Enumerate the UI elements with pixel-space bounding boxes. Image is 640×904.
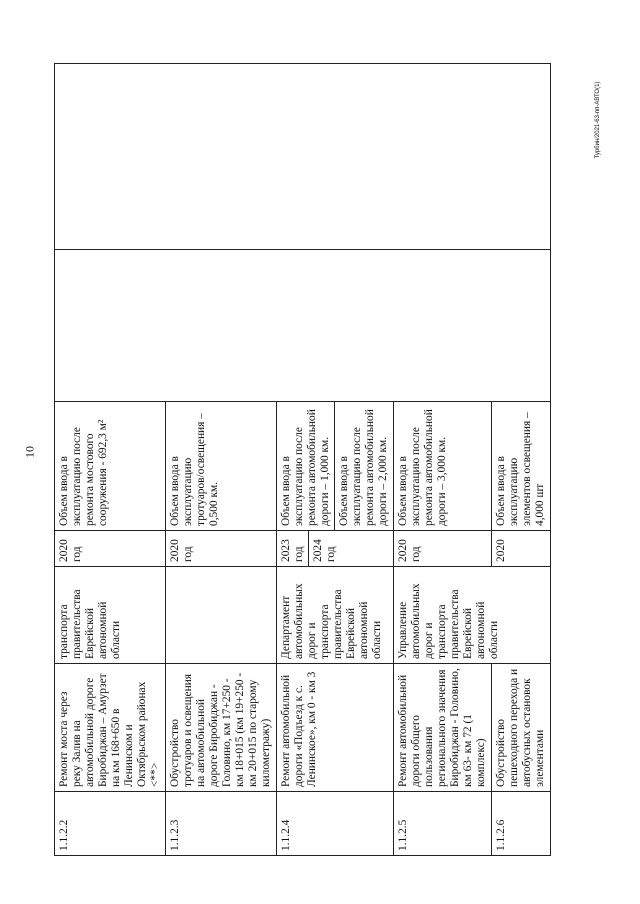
page-number: 10 bbox=[22, 446, 37, 458]
year-cell: 2020 год bbox=[394, 531, 492, 567]
measure-name-cell: Ремонт автомобильной дороги общего пользования регионального значения Биробиджан - Головино, км 63- км 72 (1 комплекс) bbox=[394, 664, 492, 792]
row-number-cell: 1.1.2.4 bbox=[277, 792, 394, 856]
year-cell: 2020 bbox=[492, 531, 551, 567]
row-number-cell: 1.1.2.2 bbox=[55, 792, 166, 856]
program-measures-table bbox=[54, 63, 551, 856]
executor-cell: Департамент автомобильных дорог и транспорта правительства Еврейской автономной области bbox=[277, 567, 394, 664]
year-cell bbox=[277, 531, 394, 567]
indicator-cell: Объем ввода в эксплуатацию после ремонта автомобильной дороги – 3,000 км. bbox=[394, 402, 492, 531]
indicator-cell: Объем ввода в эксплуатацию тротуаров/освещения – 0,500 км. bbox=[166, 402, 277, 531]
document-code-label: Турбин/2021-63-пп-АВТО(1) bbox=[595, 81, 601, 159]
year-value: 2023 год bbox=[280, 539, 305, 562]
measure-name-cell: Ремонт автомобильной дороги «Подъезд к с. Ленинское», км 0 - км 3 bbox=[277, 664, 394, 792]
indicator-value: Объем ввода в эксплуатацию после ремонта автомобильной дороги – 1,000 км. bbox=[280, 409, 331, 526]
row-number-cell: 1.1.2.5 bbox=[394, 792, 492, 856]
indicator-cell: Объем ввода в эксплуатацию элементов освещения – 4,000 шт bbox=[492, 402, 551, 531]
indicator-value-2: Объем ввода в эксплуатацию после ремонта автомобильной дороги – 2,000 км. bbox=[334, 402, 390, 530]
empty-cell bbox=[55, 64, 551, 250]
year-cell: 2020 год bbox=[166, 531, 277, 567]
table-viewport bbox=[54, 64, 546, 856]
executor-cell: Управление автомобильных дорог и транспорта правительства Еврейской автономной области bbox=[394, 567, 551, 664]
indicator-cell bbox=[277, 402, 394, 531]
empty-cell bbox=[55, 250, 551, 402]
rotated-page-content bbox=[54, 64, 546, 856]
indicator-cell: Объем ввода в эксплуатацию после ремонта мостового сооружения - 692,3 м² bbox=[55, 402, 166, 531]
executor-cell: транспорта правительства Еврейской автономной области bbox=[55, 567, 166, 664]
year-value-2: 2024 год bbox=[308, 531, 338, 566]
row-number-cell: 1.1.2.6 bbox=[492, 792, 551, 856]
measure-name-cell: Обустройство тротуаров и освещения на автомобильной дороге Биробиджан - Головино, км 17+250 - км 18+015 (км 19+250 - км 20+015 по старому километражу) bbox=[166, 664, 277, 792]
row-number-cell: 1.1.2.3 bbox=[166, 792, 277, 856]
executor-cell bbox=[166, 567, 277, 664]
measure-name-cell: Ремонт моста через реку Залив на автомобильной дороге Биробиджан – Амурзет на км 168+650 в Ленинском и Октябрьском районах <**> bbox=[55, 664, 166, 792]
year-cell: 2020 год bbox=[55, 531, 166, 567]
table-row bbox=[55, 64, 166, 856]
measure-name-cell: Обустройство пешеходного перехода и автобусных остановок элементами bbox=[492, 664, 551, 792]
